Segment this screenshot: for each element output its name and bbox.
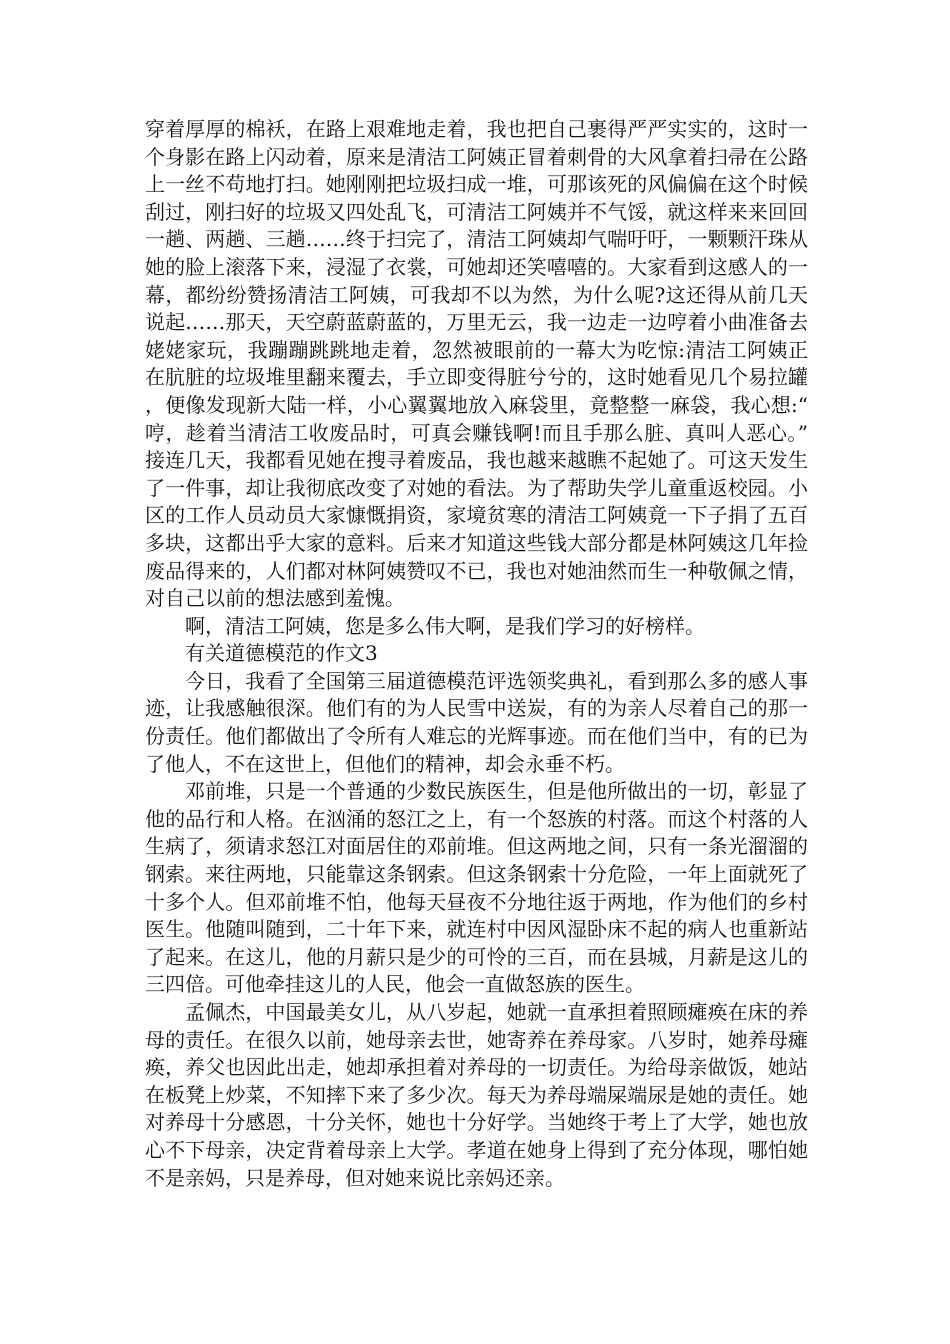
paragraph-ceremony-intro: 今日，我看了全国第三届道德模范评选领奖典礼，看到那么多的感人事迹，让我感触很深。他们有的为人民雪中送炭，有的为亲人尽着自己的那一份责任。他们都做出了令所有人难忘的光辉事迹。而在他们当中，有的已为了他人，不在这世上，但他们的精神，却会永垂不朽。 xyxy=(145,668,808,776)
document-page xyxy=(145,116,808,1192)
essay-heading: 有关道德模范的作文3 xyxy=(185,641,378,666)
paragraph-cleaner-story: 穿着厚厚的棉袄，在路上艰难地走着，我也把自己裹得严严实实的，这时一个身影在路上闪动着，原来是清洁工阿姨正冒着刺骨的大风拿着扫帚在公路上一丝不苟地打扫。她刚刚把垃圾扫成一堆，可那该死的风偏偏在这个时候刮过，刚扫好的垃圾又四处乱飞，可清洁工阿姨并不气馁，就这样来来回回一趟、两趟、三趟……终于扫完了，清洁工阿姨却气喘吁吁，一颗颗汗珠从她的脸上滚落下来，浸湿了衣裳，可她却还笑嘻嘻的。大家看到这感人的一幕，都纷纷赞扬清洁工阿姨，可我却不以为然，为什么呢?这还得从前几天说起……那天，天空蔚蓝蔚蓝的，万里无云，我一边走一边哼着小曲准备去姥姥家玩，我蹦蹦跳跳地走着，忽然被眼前的一幕大为吃惊:清洁工阿姨正在肮脏的垃圾堆里翻来覆去，手立即变得脏兮兮的，这时她看见几个易拉罐，便像发现新大陆一样，小心翼翼地放入麻袋里，竟整整一麻袋，我心想:“哼，趁着当清洁工收废品时，可真会赚钱啊!而且手那么脏、真叫人恶心。”接连几天，我都看见她在搜寻着废品，我也越来越瞧不起她了。可这天发生了一件事，却让我彻底改变了对她的看法。为了帮助失学儿童重返校园。小区的工作人员动员大家慷慨捐资，家境贫寒的清洁工阿姨竟一下子捐了五百多块，这都出乎大家的意料。后来才知道这些钱大部分都是林阿姨这几年捡废品得来的，人们都对林阿姨赞叹不已，我也对她油然而生一种敬佩之情，对自己以前的想法感到羞愧。 xyxy=(145,117,808,611)
paragraph-meng-peijie: 孟佩杰，中国最美女儿，从八岁起，她就一直承担着照顾瘫痪在床的养母的责任。在很久以前，她母亲去世，她寄养在养母家。八岁时，她养母瘫痪，养父也因此出走，她却承担着对养母的一切责任。为给母亲做饭，她站在板凳上炒菜，不知摔下来了多少次。每天为养母端屎端尿是她的责任。她对养母十分感恩，十分关怀，她也十分好学。当她终于考上了大学，她也放心不下母亲，决定背着母亲上大学。孝道在她身上得到了充分体现，哪怕她不是亲妈，只是养母，但对她来说比亲妈还亲。 xyxy=(145,1000,808,1190)
paragraph-cleaner-praise: 啊，清洁工阿姨，您是多么伟大啊，是我们学习的好榜样。 xyxy=(185,613,705,638)
paragraph-deng-qiandui: 邓前堆，只是一个普通的少数民族医生，但是他所做出的一切，彰显了他的品行和人格。在汹涌的怒江之上，有一个怒族的村落。而这个村落的人生病了，须请求怒江对面居住的邓前堆。但这两地之间，只有一条光溜溜的钢索。来往两地，只能靠这条钢索。但这条钢索十分危险，一年上面就死了十多个人。但邓前堆不怕，他每天昼夜不分地往返于两地，作为他们的乡村医生。他随叫随到，二十年下来，就连村中因风湿卧床不起的病人也重新站了起来。在这儿，他的月薪只是少的可怜的三百，而在县城，月薪是这儿的三四倍。可他牵挂这儿的人民，他会一直做怒族的医生。 xyxy=(145,779,808,997)
